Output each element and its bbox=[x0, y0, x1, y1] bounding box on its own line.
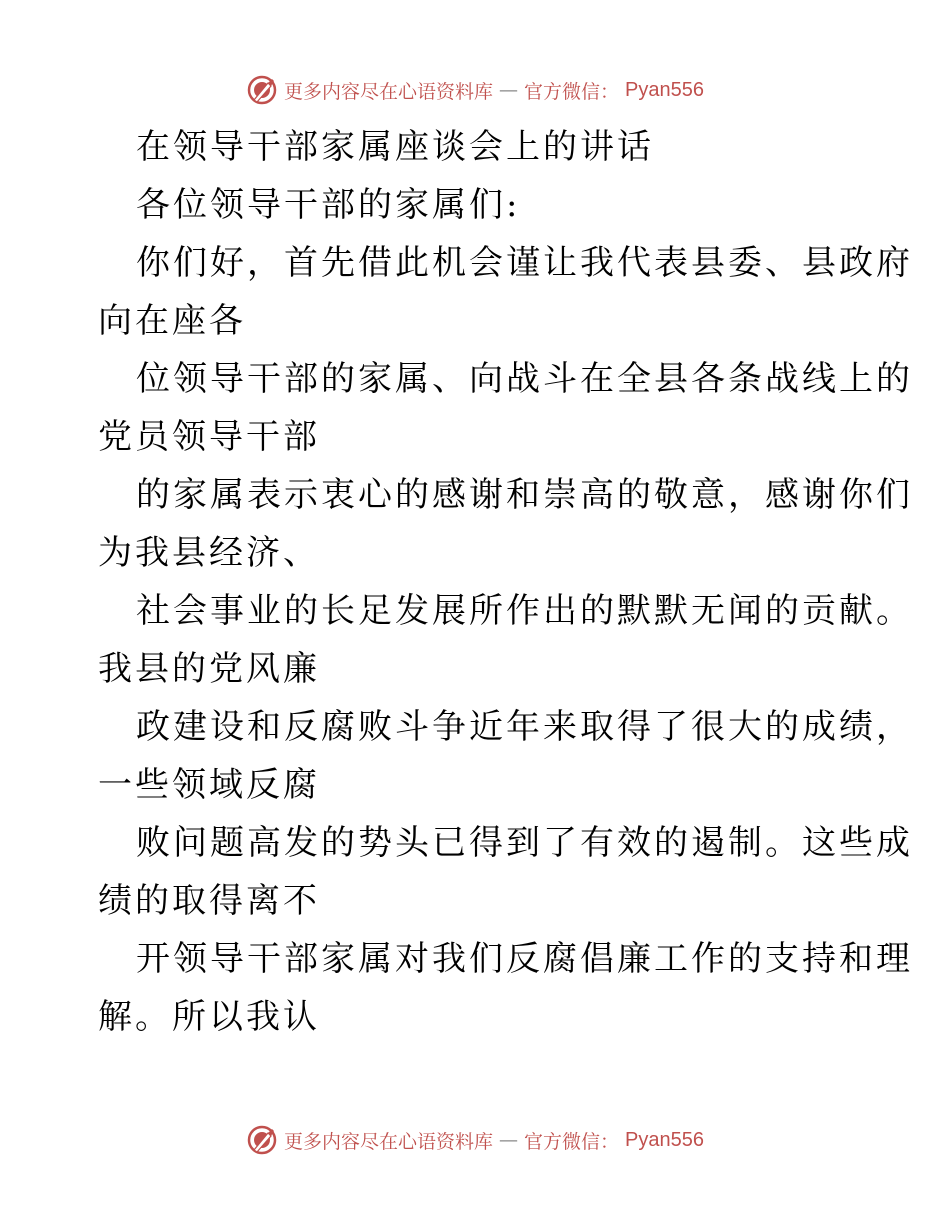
footer-wechat-label: 官方微信： bbox=[524, 1130, 620, 1153]
text-line: 败问题高发的势头已得到了有效的遏制。这些成 bbox=[136, 823, 913, 863]
header-brand-text: 更多内容尽在心语资料库 bbox=[284, 80, 494, 103]
footer-banner bbox=[0, 1120, 950, 1160]
text-line: 位领导干部的家属、向战斗在全县各条战线上的 bbox=[136, 359, 913, 399]
text-line: 党员领导干部 bbox=[98, 417, 320, 457]
text-line: 社会事业的长足发展所作出的默默无闻的贡献。 bbox=[136, 591, 913, 631]
footer-banner-inner bbox=[246, 1124, 704, 1156]
header-banner bbox=[0, 70, 950, 110]
text-line: 向在座各 bbox=[98, 301, 246, 341]
footer-dash: — bbox=[499, 1129, 519, 1151]
text-line: 政建设和反腐败斗争近年来取得了很大的成绩， bbox=[136, 707, 913, 747]
document-body bbox=[98, 118, 913, 1046]
text-line: 你们好，首先借此机会谨让我代表县委、县政府 bbox=[136, 243, 913, 283]
text-line: 的家属表示衷心的感谢和崇高的敬意，感谢你们 bbox=[136, 475, 913, 515]
document-title: 在领导干部家属座谈会上的讲话 bbox=[136, 127, 654, 167]
salutation: 各位领导干部的家属们: bbox=[136, 185, 521, 225]
text-line: 绩的取得离不 bbox=[98, 881, 320, 921]
text-line: 我县的党风廉 bbox=[98, 649, 320, 689]
text-line: 为我县经济、 bbox=[98, 533, 320, 573]
pen-logo-icon bbox=[246, 1124, 278, 1156]
header-wechat-id: Pyan556 bbox=[625, 78, 704, 101]
footer-brand-text: 更多内容尽在心语资料库 bbox=[284, 1130, 494, 1153]
text-line: 一些领域反腐 bbox=[98, 765, 320, 805]
header-wechat-label: 官方微信： bbox=[524, 80, 620, 103]
text-line: 解。所以我认 bbox=[98, 997, 320, 1037]
text-line: 开领导干部家属对我们反腐倡廉工作的支持和理 bbox=[136, 939, 913, 979]
header-banner-inner bbox=[246, 74, 704, 106]
header-dash: — bbox=[499, 79, 519, 101]
pen-logo-icon bbox=[246, 74, 278, 106]
footer-wechat-id: Pyan556 bbox=[625, 1128, 704, 1151]
